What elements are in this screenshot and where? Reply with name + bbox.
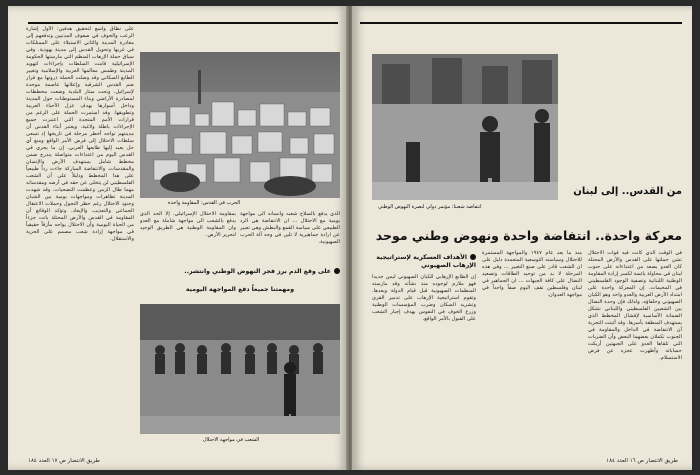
top-rule	[28, 22, 338, 24]
left-page	[8, 6, 348, 470]
left-page-inner-column: بمقاومة الاحتلال الإسرائيلي. إلا الحد الذي يدفع بالشعب الى مواجهة شاملة مع العدو وان المقاومة الوطنية هي الطريق الوحيد لتحرير الأرض.	[140, 211, 236, 238]
city-photo-caption: الحرب في القدس: المقاومة واحدة	[168, 200, 241, 206]
magazine-spread	[8, 6, 692, 470]
article-headline: معركة واحدة.. انتفاضة واحدة ونهوض وطني موحد	[375, 228, 682, 243]
article-kicker: من القدس.. إلى لبنان	[573, 186, 682, 197]
crowd-photo-caption: الشعب في مواجهة الاحتلال	[203, 437, 260, 443]
crowd-photo	[140, 304, 340, 434]
subhead-bullet-icon	[334, 268, 340, 274]
right-page-column-1: في الوقت الذي كانت فيه قوات الاحتلال تشن حملتها على القدس والأرض المحتلة كان العدو يصعد من اعتداءاته على جنوب لبنان في محاولة يائسة لكسر إرادة المقاومة الوطنية اللبنانية وتصفية الوجود الفلسطيني في المخيمات. إن المعركة واحدة على امتداد الأرض العربية والعدو واحد وهو الكيان الصهيوني وحلفاؤه. ولذلك فإن وحدة النضال بين الشعبين الفلسطيني واللبناني تشكل الضمانة الأساسية لإفشال المخطط الذي يستهدف المنطقة بأسرها. وقد أثبتت التجربة أن الانتفاضة في الداخل والمقاومة في الجنوب تكملان بعضهما البعض وأن الضربات التي تلقاها العدو على الجبهتين أربكت حساباته وأظهرت عجزه عن فرض الاستسلام.	[588, 250, 682, 361]
crowd-photo-image	[140, 304, 340, 434]
left-page-text-column: على نطاق واسع لتحقيق هدفين: الأول إشارة الرعب والخوف في صفوف المدنيين وتدفعهم إلى مغادرة المدينة والثاني الاستيلاء على الممتلكات في غربها وتحويل القدس إلى مدينة يهودية. وفي سياق حملة الإرهاب المنظم التي مارستها الحكومة الإسرائيلية قامت السلطات بإجراءات لتهويد المدينة وطمس معالمها العربية والإسلامية وتغيير الطابع السكاني وقد وصلت الحملة ذروتها مع قرار ضم القدس الشرقية وإعلانها عاصمة موحدة لإسرائيل. وتحت ستار البلدية وضعت مخططات لمصادرة الأراضي وبناء المستوطنات حول المدينة وداخل أسوارها بهدف عزل الأحياء العربية وتطويقها. وقد استمرت الحملة على الرغم من قرارات الأمم المتحدة التي اعتبرت جميع الإجراءات باطلة ولاغية. ويعتبر أبناء القدس أن مدينتهم تواجه أخطر مرحلة في تاريخها إذ تسعى سلطات الاحتلال إلى فرض الأمر الواقع ومنع أي حل يعيد إليها طابعها العربي. إن ما يجري في القدس اليوم من اعتداءات متواصلة يندرج ضمن مخطط شامل يستهدف الأرض والإنسان والمقدسات. والانتفاضة المباركة جاءت رداً طبيعياً على هذا المخطط ودليلاً على أن الشعب الفلسطيني لن يتخلى عن حقه في أرضه ومقدساته مهما طال الزمن وعظمت التضحيات. وقد شهدت المدينة تظاهرات ومواجهات يومية بين الشبان وجنود الاحتلال رغم حظر التجول وحملات الاعتقال الجماعي والتعذيب والإبعاد. وتؤكد الوقائع أن المقاومة في القدس والأرض المحتلة باتت جزءاً من الحياة اليومية وأن الاحتلال يواجه مأزقاً حقيقياً في مواجهة إرادة شعب مصمم على الحرية والاستقلال.	[26, 26, 134, 242]
right-page-column-3-head: الأهداف العسكرية لإستراتيجية الإرهاب الصهيوني	[376, 254, 476, 269]
right-folio: طريق الانتصار ص ١٦ العدد ١٨٤	[606, 458, 678, 464]
right-page	[352, 6, 692, 470]
city-photo	[140, 52, 340, 198]
right-page-column-2: منذ ما بعد عام ١٩٤٧ والمواجهة المستمرة للاحتلال وسياسته التوسعية المتعمدة دليل على ان الشعب قادر على صنع التغيير ... وفي هذه المرحلة لا بد من توحيد الطاقات وتصعيد النضال على كافة الجبهات ... ان الجماهير في لبنان وفلسطين تقف اليوم صفاً واحداً في مواجهة العدوان.	[482, 250, 582, 298]
protest-photo-image	[372, 54, 558, 200]
left-subhead-1: على وقع الدم برز فجر النهوض الوطني وانتشر..	[140, 268, 340, 276]
top-rule-right	[360, 22, 682, 24]
column-head-bullet-icon	[470, 254, 476, 260]
city-photo-image	[140, 52, 340, 198]
protest-photo	[372, 54, 558, 200]
left-subhead-2: ومهمتنا جميعاً دفع المواجهة اليومية	[185, 286, 295, 293]
left-page-mid-column: الذي يدفع بالسلاح شعبه وانسانه الى مواجهة يومية مع الاحتلال ... ان الانتفاضة هي الرد الطبيعي على سياسة القمع والبطش وهي تعبير عن ارادة جماهيرية لا تلين في وجه آلة الحرب الصهيونية.	[240, 211, 340, 245]
right-page-column-3: إن الطابع الإرهابي للكيان الصهيوني ليس جديداً فهو ملازم لوجوده منذ نشأته وقد مارسته المنظمات الصهيونية قبل قيام الدولة وبعدها. وتقوم استراتيجية الإرهاب على تدمير القرى وتشريد السكان وضرب المؤسسات الوطنية وزرع الخوف في النفوس بهدف إجبار الشعب على القبول بالأمر الواقع.	[372, 274, 476, 322]
protest-photo-caption: انتفاضة شعبنا: مؤتمر دولي لنصرة النهوض الوطني	[378, 204, 482, 210]
left-folio: طريق الانتصار ص ١٧ العدد ١٨٤	[28, 458, 100, 464]
